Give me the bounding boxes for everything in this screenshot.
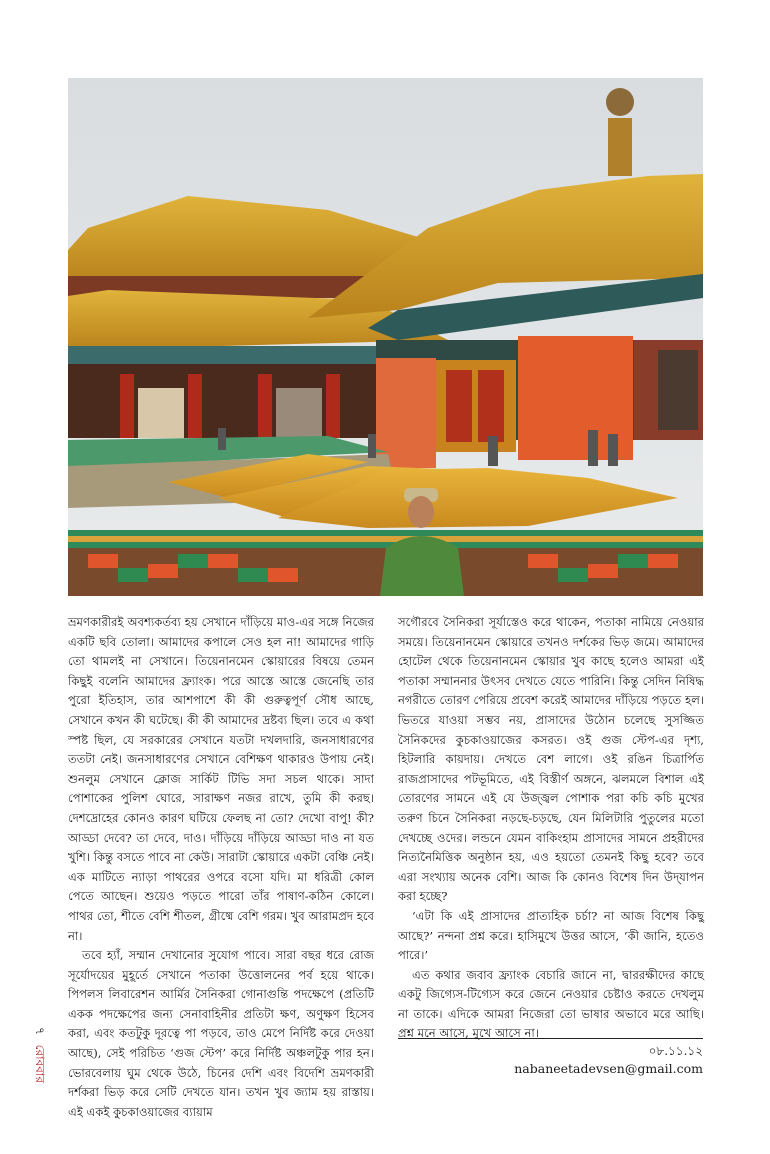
page-number: ৭ bbox=[33, 1026, 47, 1035]
palace-photo bbox=[68, 78, 703, 596]
page-folio bbox=[28, 1010, 48, 1100]
article-date: ০৮.১১.১২ bbox=[648, 1044, 703, 1058]
paragraph: ভ্রমণকারীরই অবশ্যকর্তব্য হয় সেখানে দাঁড়িয়ে মাও-এর সঙ্গে নিজের একটি ছবি তোলা। আমাদের কপালে সেও হল না! আমাদের গাড়ি তো থামলই না সেখানে। তিয়েনানমেন স্কোয়ারের বিষয়ে তেমন কিছুই বলেনি আমাদের ফ্র্যাংক। পরে আস্তে আস্তে জেনেছি তার পুরো ইতিহাস, তার আশপাশে কী কী গুরুত্বপূর্ণ সৌধ আছে, সেখানে কখন কী ঘটেছে। কী কী আমাদের দ্রষ্টব্য ছিল। তবে এ কথা স্পষ্ট ছিল, যে সরকারের সেখানে যতটা দখলদারি, জনসাধারণের ততটা নেই। জনসাধারণের সেখানে বেশিক্ষণ থাকারও উপায় নেই। শুনলুম সেখানে ক্লোজ সার্কিট টিভি সদা সচল থাকে। সাদা পোশাকের পুলিশ ঘোরে, সারাক্ষণ নজর রাখে, তুমি কী করছ। দেশদ্রোহের কোনও কারণ ঘটিয়ে ফেলছ না তো? দেখো বাপু! কী? আড্ডা দেবে? তা দেবে, দাও। দাঁড়িয়ে দাঁড়িয়ে আড্ডা দাও না যত খুশি। কিন্তু বসতে পাবে না কেউ। সারাটা স্কোয়ারে একটা বেঞ্চি নেই। এক মাটিতে ন্যাড়া পাথরের ওপরে বসো যদি। মা ধরিত্রী কোল পেতে আছেন। শুয়েও পড়তে পারো তাঁর পাষাণ-কঠিন কোলে। পাথর তো, শীতে বেশি শীতল, গ্রীষ্মে বেশি গরম। খুব আরামপ্রদ হবে না। bbox=[68, 615, 374, 943]
magazine-name: রোববার bbox=[33, 1044, 47, 1084]
paragraph: তবে হ্যাঁ, সম্মান দেখানোর সুযোগ পাবে। সারা বছর ধরে রোজ সূর্যোদয়ের মুহূর্তে সেখানে পতাকা উত্তোলনের পর্ব হয়ে থাকে। পিপলস লিবারেশন আর্মির সৈনিকরা গোনাগুন্তি পদক্ষেপে (প্রতিটি একক পদক্ষেপের জন্য সেনাবাহিনীর প্রতিটা ক্ষণ, অণুক্ষণ হিসেব করা, এবং কতটুকু দূরত্বে পা পড়বে, তাও মেপে নির্দিষ্ট করে দেওয়া আছে), সেই পরিচিত ‘গুজ স্টেপ’ করে নির্দিষ্ট অঞ্চলটুকু পার হন। ভোরবেলায় ঘুম থেকে উঠে, চিনের দেশি এবং বিদেশি ভ্রমণকারী দর্শকরা ভিড় করে সেটি দেখতে যান। তখন খুব জ্যাম হয় রাস্তায়। এই একই কুচকাওয়াজের ব্যায়াম bbox=[68, 948, 374, 1119]
paragraph: ‘এটা কি এই প্রাসাদের প্রাত্যহিক চর্চা? না আজ বিশেষ কিছু আছে?’ নন্দনা প্রশ্ন করে। হাসিমুখে উত্তর আসে, ‘কী জানি, হতেও পারে।’ bbox=[398, 908, 704, 963]
author-email: nabaneetadevsen@gmail.com bbox=[514, 1061, 703, 1076]
right-column bbox=[398, 613, 704, 1044]
paragraph: এত কথার জবাব ফ্র্যাংক বেচারি জানে না, দ্বাররক্ষীদের কাছে একটু জিগ্যেস-টিগ্যেস করে জেনে নেওয়ার চেষ্টাও করতে দেখলুম না তাকে। এদিকে আমরা নিজেরা তো ভাষার অভাবে মরে আছি। প্রশ্ন মনে আসে, মুখে আসে না। bbox=[398, 967, 704, 1041]
left-column bbox=[68, 613, 374, 1122]
signature-block bbox=[398, 1038, 703, 1076]
forbidden-city-palace-photo bbox=[68, 78, 703, 596]
paragraph: সগৌরবে সৈনিকরা সূর্যাস্তেও করে থাকেন, পতাকা নামিয়ে নেওয়ার সময়ে। তিয়েনানমেন স্কোয়ারে তখনও দর্শকের ভিড় জমে। আমাদের হোটেল থেকে তিয়েনানমেন স্কোয়ার খুব কাছে হলেও আমরা এই পতাকা সম্মাননার উৎসব দেখতে যেতে পারিনি। কিন্তু সেদিন নিষিদ্ধ নগরীতে তোরণ পেরিয়ে প্রবেশ করেই আমাদের দাঁড়িয়ে পড়তে হল। ভিতরে যাওয়া সম্ভব নয়, প্রাসাদের উঠোন চলেছে সুসজ্জিত সৈনিকদের কুচকাওয়াজের কসরত। ওই গুজ স্টেপ-এর দৃশ্য, হিটলারি কায়দায়। দেখতে বেশ লাগে। ওই রঙিন চিত্রার্পিত রাজপ্রাসাদের পটভূমিতে, এই বিস্তীর্ণ অঙ্গনে, ঝলমলে বিশাল এই তোরণের সামনে এই যে উজ্জ্বল পোশাক পরা কচি কচি মুখের তরুণ চিনে সৈনিকরা নড়ছে-চড়ছে, যেন মিলিটারি পুতুলের মতো দেখচ্ছে ওদের। লন্ডনে যেমন বাকিংহাম প্রাসাদের সামনে প্রহরীদের নিত্যনৈমিত্তিক অনুষ্ঠান হয়, এও হয়তো তেমনই কিছু হবে? তবে এরা সংখ্যায় অনেক বেশি। আজ কি কোনও বিশেষ দিন উদ্‌যাপন করা হচ্ছে? bbox=[398, 615, 704, 904]
